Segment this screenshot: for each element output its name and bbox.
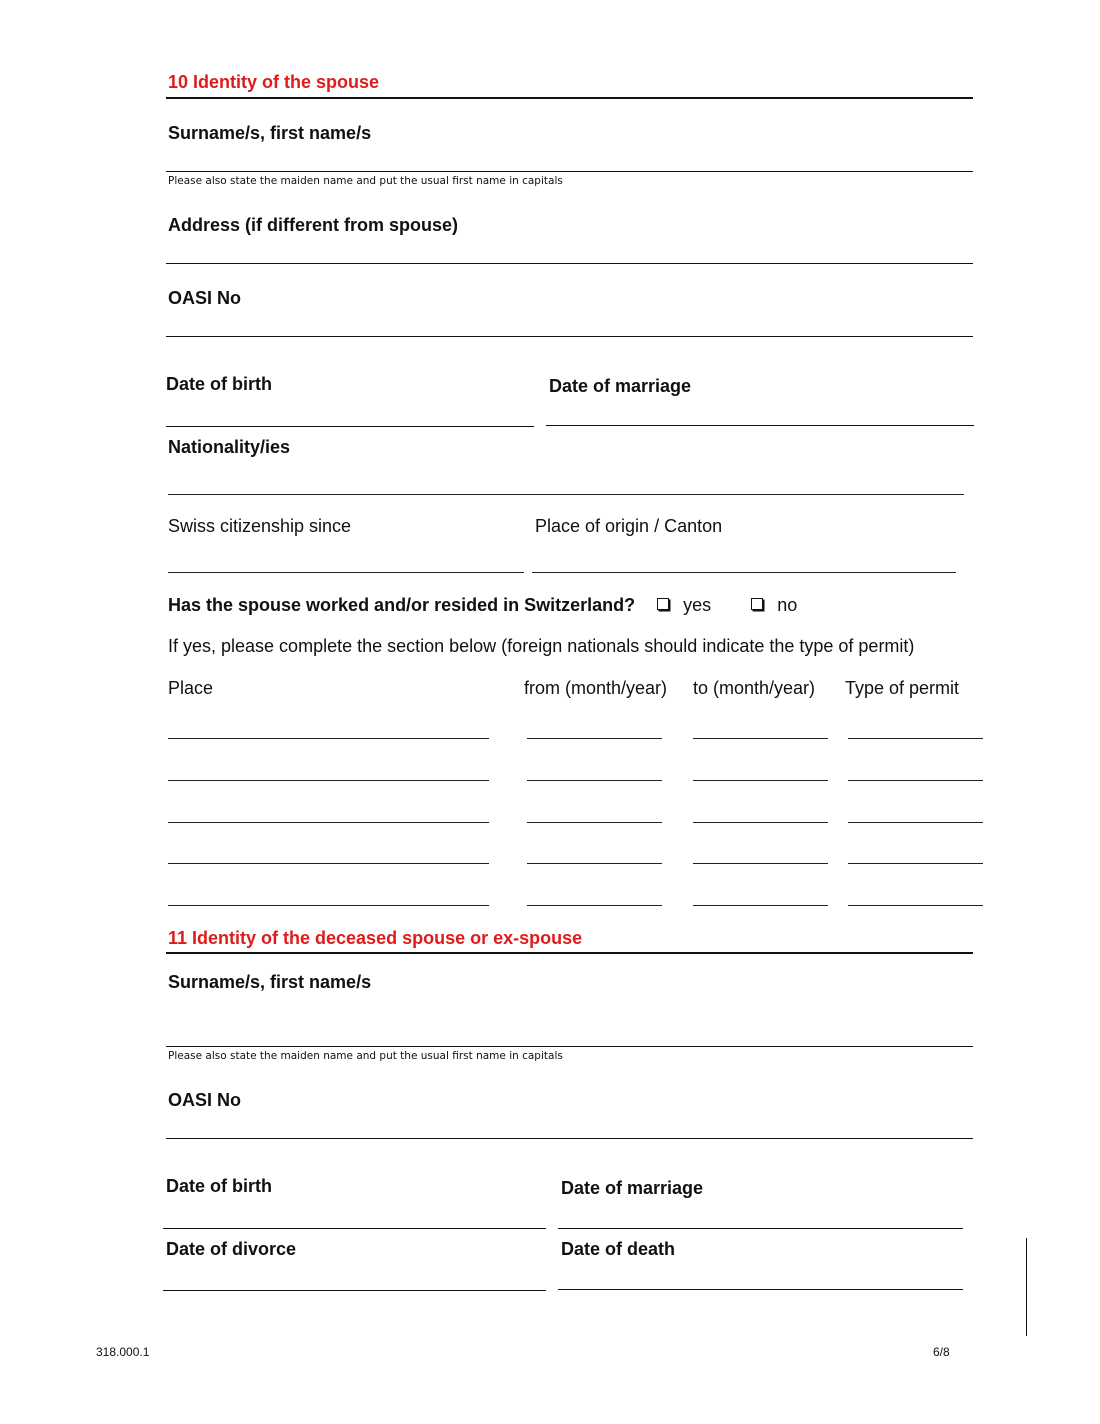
from-field[interactable] xyxy=(527,905,662,906)
divider xyxy=(166,952,973,954)
no-checkbox[interactable] xyxy=(751,598,763,610)
section-11-heading: 11 Identity of the deceased spouse or ex-spouse xyxy=(168,928,583,948)
permit-field[interactable] xyxy=(848,822,983,823)
no-label: no xyxy=(777,595,798,615)
to-field[interactable] xyxy=(693,905,828,906)
divorce-label: Date of divorce xyxy=(166,1239,297,1259)
place-field[interactable] xyxy=(168,863,489,864)
col-to-header: to (month/year) xyxy=(693,678,816,698)
divider xyxy=(166,97,973,99)
col-from-header: from (month/year) xyxy=(524,678,668,698)
deceased-oasi-label: OASI No xyxy=(168,1090,242,1110)
to-field[interactable] xyxy=(693,822,828,823)
permit-field[interactable] xyxy=(848,863,983,864)
dob-field[interactable] xyxy=(166,426,534,427)
deceased-dom-label: Date of marriage xyxy=(561,1178,704,1198)
from-field[interactable] xyxy=(527,822,662,823)
to-field[interactable] xyxy=(693,863,828,864)
place-field[interactable] xyxy=(168,822,489,823)
deceased-surname-note: Please also state the maiden name and put the usual first name in capitals xyxy=(168,1050,563,1062)
col-permit-header: Type of permit xyxy=(845,678,960,698)
deceased-dob-field[interactable] xyxy=(163,1228,546,1229)
margin-bar xyxy=(1026,1238,1027,1336)
place-field[interactable] xyxy=(168,738,489,739)
deceased-surname-field[interactable] xyxy=(166,1046,973,1047)
worked-question-row xyxy=(168,595,797,616)
from-field[interactable] xyxy=(527,863,662,864)
swiss-since-field[interactable] xyxy=(168,572,524,573)
section-10-heading: 10 Identity of the spouse xyxy=(168,72,380,92)
place-field[interactable] xyxy=(168,905,489,906)
oasi-field[interactable] xyxy=(166,336,973,337)
if-yes-instruction: If yes, please complete the section below (foreign nationals should indicate the type of permit) xyxy=(168,636,915,656)
nationality-field[interactable] xyxy=(168,494,964,495)
deceased-oasi-field[interactable] xyxy=(166,1138,973,1139)
to-field[interactable] xyxy=(693,780,828,781)
deceased-dom-field[interactable] xyxy=(558,1228,963,1229)
deceased-surname-label: Surname/s, first name/s xyxy=(168,972,372,992)
dob-label: Date of birth xyxy=(166,374,272,394)
permit-field[interactable] xyxy=(848,780,983,781)
from-field[interactable] xyxy=(527,738,662,739)
deceased-dob-label: Date of birth xyxy=(166,1176,272,1196)
dom-label: Date of marriage xyxy=(549,376,692,396)
worked-question: Has the spouse worked and/or resided in Switzerland? xyxy=(168,595,636,615)
place-field[interactable] xyxy=(168,780,489,781)
death-field[interactable] xyxy=(558,1289,963,1290)
address-field[interactable] xyxy=(166,263,973,264)
surname-note: Please also state the maiden name and put the usual first name in capitals xyxy=(168,175,563,187)
nationality-label: Nationality/ies xyxy=(168,437,291,457)
page-number: 6/8 xyxy=(933,1345,950,1359)
from-field[interactable] xyxy=(527,780,662,781)
oasi-label: OASI No xyxy=(168,288,242,308)
origin-field[interactable] xyxy=(532,572,956,573)
permit-field[interactable] xyxy=(848,738,983,739)
to-field[interactable] xyxy=(693,738,828,739)
surname-field[interactable] xyxy=(166,171,973,172)
surname-label: Surname/s, first name/s xyxy=(168,123,372,143)
permit-field[interactable] xyxy=(848,905,983,906)
yes-checkbox[interactable] xyxy=(657,598,669,610)
divorce-field[interactable] xyxy=(163,1290,546,1291)
dom-field[interactable] xyxy=(546,425,974,426)
swiss-since-label: Swiss citizenship since xyxy=(168,516,352,536)
col-place-header: Place xyxy=(168,678,214,698)
death-label: Date of death xyxy=(561,1239,676,1259)
address-label: Address (if different from spouse) xyxy=(168,215,459,235)
form-code: 318.000.1 xyxy=(96,1345,150,1359)
origin-label: Place of origin / Canton xyxy=(535,516,723,536)
yes-label: yes xyxy=(683,595,712,615)
